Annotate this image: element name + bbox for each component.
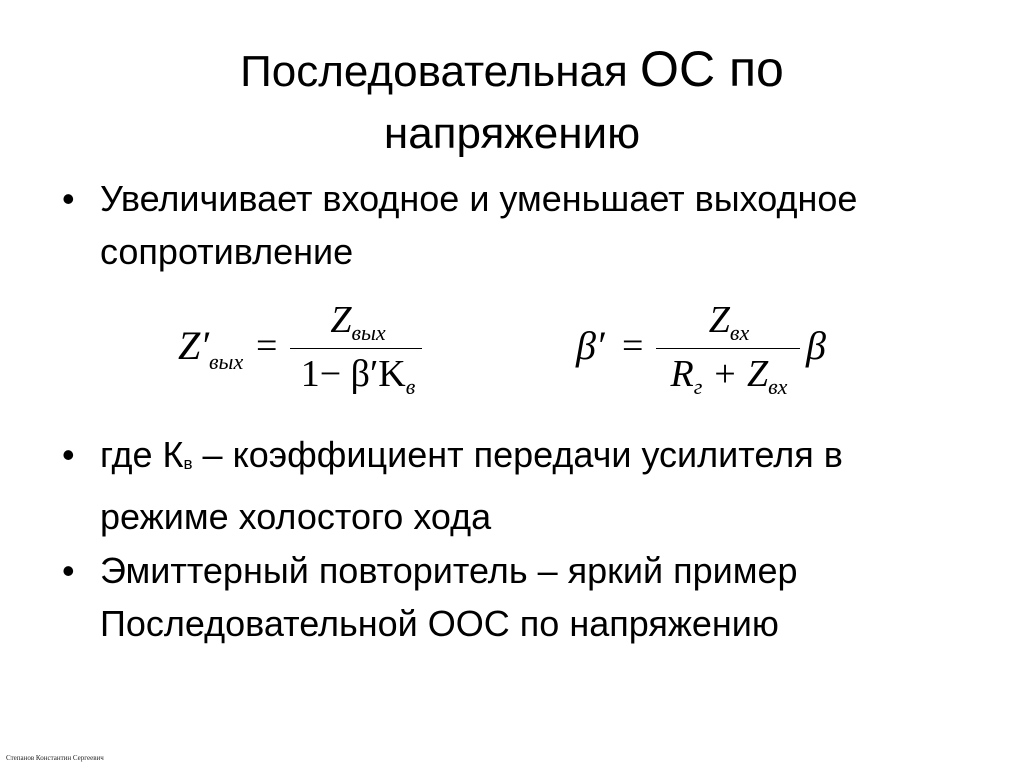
formula-numerator-symbol: Z	[330, 299, 352, 341]
bullet-item-2	[62, 428, 980, 543]
bullet-item-1	[62, 172, 980, 278]
bullet-item-3	[62, 544, 980, 650]
title-part-2: ОС по	[640, 41, 784, 97]
formula-numerator	[288, 300, 428, 353]
formula-numerator-subscript: вых	[351, 320, 386, 345]
formula-numerator	[654, 300, 804, 353]
formula-denominator-z-subscript: вх	[768, 374, 788, 399]
formula-denominator-z: + Z	[702, 353, 769, 395]
formula-feedback-factor	[576, 296, 836, 406]
title-line-1	[0, 38, 1024, 103]
formula-equals: =	[622, 325, 644, 367]
bullet-text: Увеличивает входное и уменьшает выходное сопротивление	[100, 178, 858, 272]
bullet-subscript: в	[183, 454, 193, 473]
bullet-symbol: •	[62, 550, 75, 591]
formula-denominator-symbol: 1− β′K	[300, 353, 406, 395]
formula-denominator	[288, 354, 428, 407]
formula-tail: β	[806, 323, 826, 368]
bullet-text	[100, 428, 980, 543]
formula-numerator-subscript: вх	[729, 320, 750, 345]
formula-denominator-r: R	[670, 353, 694, 395]
title-line-2: напряжению	[383, 109, 641, 158]
formula-lhs-subscript: вых	[209, 349, 244, 374]
fraction-bar	[290, 348, 422, 349]
formula-numerator-symbol: Z	[708, 299, 730, 341]
formula-lhs-symbol: Z′	[178, 323, 209, 368]
bullet-symbol: •	[62, 434, 75, 475]
bullet-text-end: – коэффициент передачи усилителя в режиме холостого хода	[100, 434, 843, 537]
formula-equals: =	[256, 325, 278, 367]
formula-denominator-r-subscript: г	[693, 374, 703, 399]
formula-output-impedance	[178, 296, 438, 406]
footer-author: Степанов Константин Сергеевич	[6, 754, 104, 762]
formula-denominator	[654, 354, 804, 407]
bullet-symbol: •	[62, 178, 75, 219]
formula-lhs	[178, 323, 244, 382]
slide-title	[0, 38, 1024, 165]
bullet-text-start: где К	[100, 434, 184, 475]
fraction-bar	[656, 348, 800, 349]
formula-lhs: β′	[576, 323, 605, 368]
formula-denominator-subscript: в	[405, 374, 416, 399]
bullet-text: Эмиттерный повторитель – яркий пример Последовательной ООС по напряжению	[100, 550, 798, 644]
title-part-1: Последовательная	[240, 47, 641, 96]
